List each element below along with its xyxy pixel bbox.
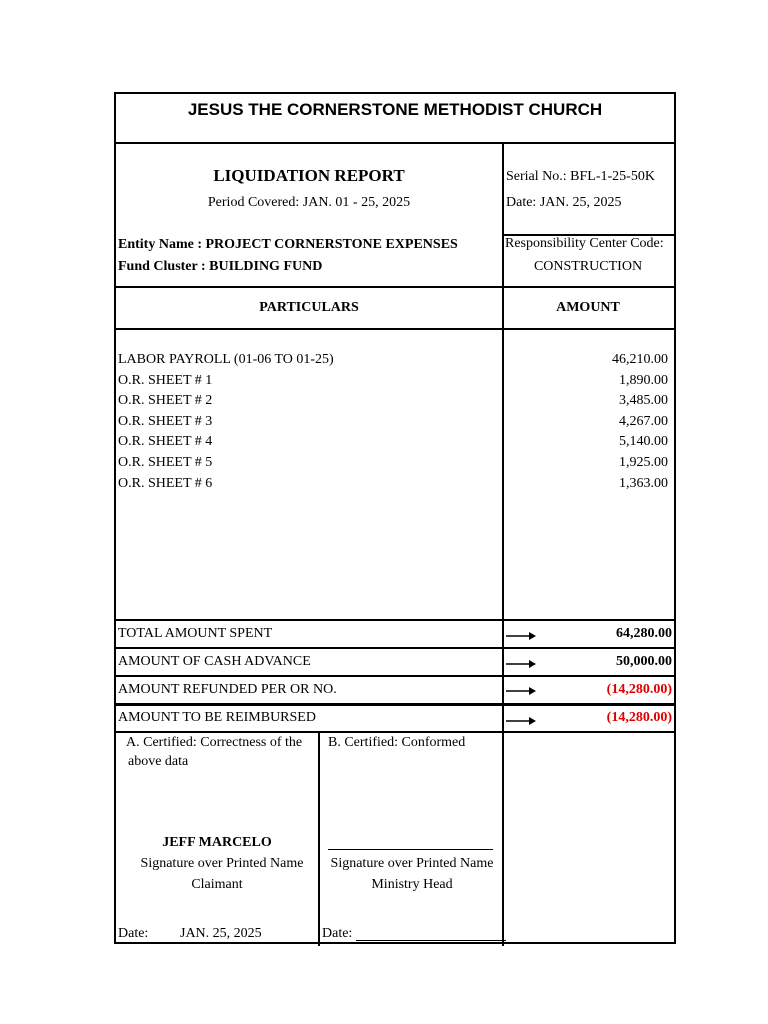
arrow-right-icon xyxy=(506,716,536,726)
cash-advance-label: AMOUNT OF CASH ADVANCE xyxy=(118,654,311,669)
divider xyxy=(116,328,674,330)
rc-code-label: Responsibility Center Code: xyxy=(505,236,664,251)
particulars-header: PARTICULARS xyxy=(259,300,359,315)
report-date: Date: JAN. 25, 2025 xyxy=(506,195,622,210)
fund-cluster xyxy=(118,259,322,275)
amount-header: AMOUNT xyxy=(556,300,620,315)
reimbursed-value: (14,280.00) xyxy=(606,710,672,725)
divider xyxy=(116,703,674,706)
item-amount: 1,363.00 xyxy=(619,476,668,491)
item-label: O.R. SHEET # 3 xyxy=(118,414,213,429)
cert-b-signature-caption: Signature over Printed Name xyxy=(330,856,494,871)
fund-label: Fund Cluster : xyxy=(118,259,206,274)
arrow-right-icon xyxy=(506,659,536,669)
divider xyxy=(116,647,674,649)
arrow-right-icon xyxy=(506,686,536,696)
total-spent-label: TOTAL AMOUNT SPENT xyxy=(118,626,273,641)
arrow-right-icon xyxy=(506,631,536,641)
item-label: O.R. SHEET # 6 xyxy=(118,476,213,491)
cert-a-heading: A. Certified: Correctness of the xyxy=(126,735,303,750)
cert-a-date-label: Date: xyxy=(118,926,149,941)
item-amount: 4,267.00 xyxy=(619,414,668,429)
cert-b-role: Ministry Head xyxy=(371,877,453,892)
divider xyxy=(116,731,674,733)
amount-refunded-value: (14,280.00) xyxy=(606,682,672,697)
item-amount: 46,210.00 xyxy=(612,352,668,367)
cert-b-heading: B. Certified: Conformed xyxy=(328,735,466,750)
signature-line xyxy=(328,849,493,850)
cert-a-date-value: JAN. 25, 2025 xyxy=(180,926,262,941)
item-amount: 5,140.00 xyxy=(619,434,668,449)
rc-code-value: CONSTRUCTION xyxy=(533,259,643,274)
item-label: O.R. SHEET # 2 xyxy=(118,393,213,408)
cert-a-role: Claimant xyxy=(191,877,243,892)
cash-advance-value: 50,000.00 xyxy=(616,654,672,669)
total-spent-value: 64,280.00 xyxy=(616,626,672,641)
item-amount: 1,890.00 xyxy=(619,373,668,388)
item-label: LABOR PAYROLL (01-06 TO 01-25) xyxy=(118,352,334,367)
claimant-name: JEFF MARCELO xyxy=(162,835,272,850)
cert-b-date-label: Date: xyxy=(322,926,353,941)
divider xyxy=(116,619,674,621)
reimbursed-label: AMOUNT TO BE REIMBURSED xyxy=(118,710,316,725)
item-label: O.R. SHEET # 4 xyxy=(118,434,213,449)
fund-value: BUILDING FUND xyxy=(209,259,323,274)
serial-number: Serial No.: BFL-1-25-50K xyxy=(506,169,655,184)
item-amount: 3,485.00 xyxy=(619,393,668,408)
entity-name xyxy=(118,237,458,253)
divider xyxy=(116,286,674,288)
cert-a-signature-caption: Signature over Printed Name xyxy=(140,856,304,871)
column-divider xyxy=(318,731,320,946)
cert-a-heading-cont: above data xyxy=(128,754,189,769)
amount-refunded-label: AMOUNT REFUNDED PER OR NO. xyxy=(118,682,337,697)
divider xyxy=(116,142,674,144)
period-covered: Period Covered: JAN. 01 - 25, 2025 xyxy=(207,195,411,210)
entity-value: PROJECT CORNERSTONE EXPENSES xyxy=(205,237,458,252)
item-label: O.R. SHEET # 1 xyxy=(118,373,213,388)
date-line xyxy=(356,940,506,941)
divider xyxy=(116,675,674,677)
church-name: JESUS THE CORNERSTONE METHODIST CHURCH xyxy=(187,100,603,119)
liquidation-report xyxy=(114,92,676,944)
entity-label: Entity Name : xyxy=(118,237,202,252)
item-amount: 1,925.00 xyxy=(619,455,668,470)
report-title: LIQUIDATION REPORT xyxy=(213,166,405,185)
item-label: O.R. SHEET # 5 xyxy=(118,455,213,470)
